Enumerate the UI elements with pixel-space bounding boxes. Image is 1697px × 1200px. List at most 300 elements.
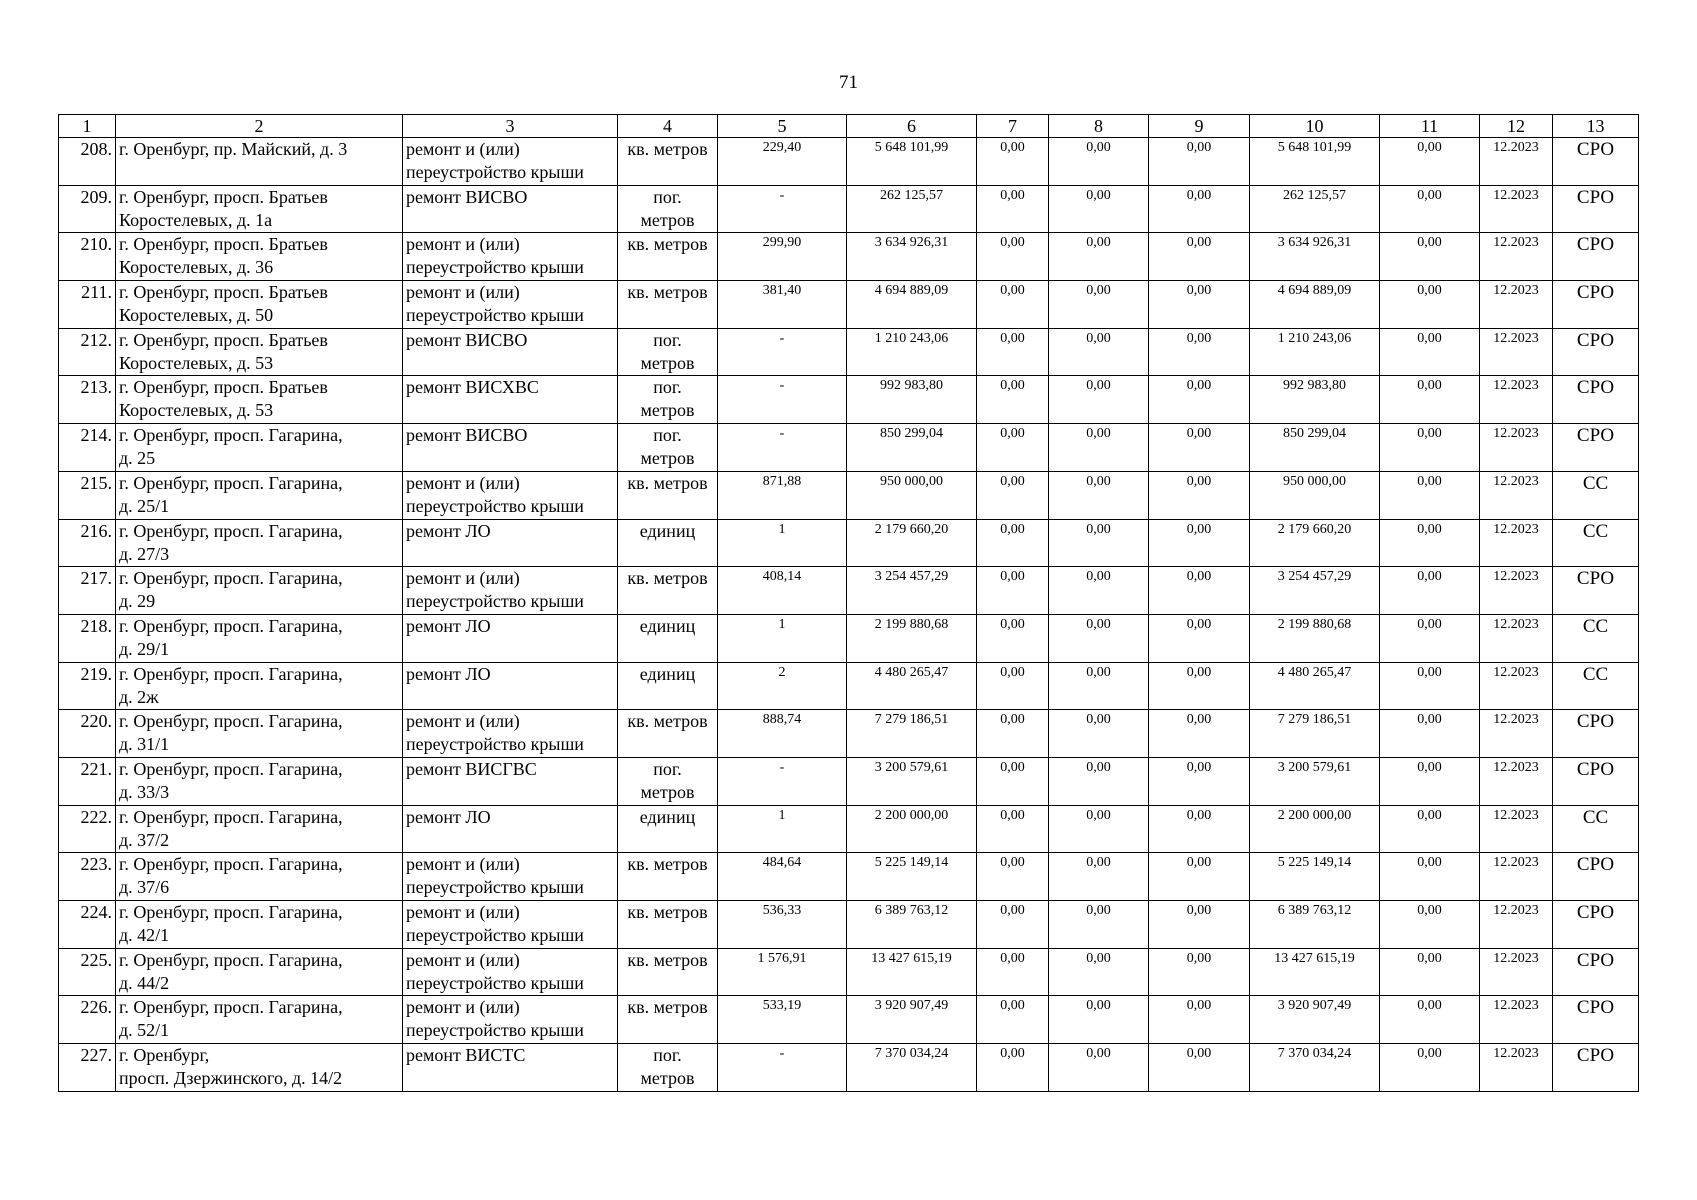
fund-type-cell: СРО (1553, 233, 1639, 281)
row-number-cell: 225. (59, 948, 116, 996)
amount-col9-cell: 0,00 (1149, 1044, 1250, 1092)
fund-type-cell: СРО (1553, 948, 1639, 996)
amount-col11-cell: 0,00 (1380, 519, 1480, 567)
work-type-cell (403, 757, 618, 805)
table-row (59, 424, 1639, 472)
volume-cell: 1 (718, 805, 847, 853)
amount-col9-cell: 0,00 (1149, 185, 1250, 233)
row-number-cell: 219. (59, 662, 116, 710)
amount-col8-cell: 0,00 (1049, 471, 1149, 519)
total-cost-cell: 850 299,04 (847, 424, 977, 472)
amount-col11-cell: 0,00 (1380, 424, 1480, 472)
work-type-cell (403, 519, 618, 567)
table-row (59, 376, 1639, 424)
amount-col7-cell: 0,00 (977, 853, 1049, 901)
table-row (59, 185, 1639, 233)
work-type-line: ремонт и (или) (406, 139, 520, 159)
table-row (59, 710, 1639, 758)
owner-funds-cell: 850 299,04 (1250, 424, 1380, 472)
address-line: г. Оренбург, просп. Гагарина, (119, 806, 343, 827)
column-header-6: 6 (847, 115, 977, 138)
amount-col7-cell: 0,00 (977, 185, 1049, 233)
amount-col7-cell: 0,00 (977, 424, 1049, 472)
address-line: д. 27/3 (119, 543, 170, 564)
volume-cell: 408,14 (718, 567, 847, 615)
work-type-cell (403, 853, 618, 901)
address-line: д. 37/2 (119, 829, 170, 850)
column-header-10: 10 (1250, 115, 1380, 138)
completion-date-cell: 12.2023 (1480, 996, 1553, 1044)
address-cell (116, 185, 403, 233)
unit-cell (618, 376, 718, 424)
completion-date-cell: 12.2023 (1480, 233, 1553, 281)
amount-col7-cell: 0,00 (977, 328, 1049, 376)
owner-funds-cell: 1 210 243,06 (1250, 328, 1380, 376)
address-line: г. Оренбург, просп. Братьев (119, 234, 328, 255)
row-number-cell: 214. (59, 424, 116, 472)
address-line: Коростелевых, д. 53 (119, 400, 274, 421)
unit-cell (618, 1044, 718, 1092)
unit-line: единиц (639, 806, 696, 827)
work-type-cell (403, 614, 618, 662)
unit-line: кв. метров (627, 568, 708, 589)
work-type-cell (403, 424, 618, 472)
completion-date-cell: 12.2023 (1480, 757, 1553, 805)
address-line: Коростелевых, д. 1а (119, 209, 273, 230)
total-cost-cell: 4 694 889,09 (847, 281, 977, 329)
amount-col7-cell: 0,00 (977, 662, 1049, 710)
column-header-3: 3 (403, 115, 618, 138)
total-cost-cell: 5 648 101,99 (847, 138, 977, 186)
amount-col11-cell: 0,00 (1380, 281, 1480, 329)
address-line: г. Оренбург, просп. Гагарина, (119, 711, 343, 732)
unit-line: пог. (653, 186, 682, 207)
amount-col8-cell: 0,00 (1049, 710, 1149, 758)
work-type-line: ремонт ВИСВО (406, 329, 528, 350)
address-line: Коростелевых, д. 36 (119, 257, 274, 278)
total-cost-cell: 5 225 149,14 (847, 853, 977, 901)
row-number-cell: 212. (59, 328, 116, 376)
column-header-5: 5 (718, 115, 847, 138)
register-table (58, 114, 1639, 1092)
address-line: г. Оренбург, просп. Гагарина, (119, 997, 343, 1018)
completion-date-cell: 12.2023 (1480, 138, 1553, 186)
row-number-cell: 222. (59, 805, 116, 853)
amount-col8-cell: 0,00 (1049, 614, 1149, 662)
address-line: г. Оренбург, просп. Братьев (119, 186, 328, 207)
unit-line: кв. метров (627, 854, 708, 875)
row-number-cell: 210. (59, 233, 116, 281)
table-row (59, 996, 1639, 1044)
unit-cell (618, 471, 718, 519)
volume-cell: 484,64 (718, 853, 847, 901)
work-type-line: ремонт и (или) (406, 854, 520, 875)
table-row (59, 614, 1639, 662)
owner-funds-cell: 5 225 149,14 (1250, 853, 1380, 901)
unit-line: метров (640, 781, 695, 802)
fund-type-cell: СС (1553, 662, 1639, 710)
amount-col9-cell: 0,00 (1149, 757, 1250, 805)
work-type-line: ремонт и (или) (406, 472, 520, 493)
amount-col9-cell: 0,00 (1149, 662, 1250, 710)
total-cost-cell: 262 125,57 (847, 185, 977, 233)
owner-funds-cell: 5 648 101,99 (1250, 138, 1380, 186)
address-line: г. Оренбург, просп. Гагарина, (119, 663, 343, 684)
address-cell (116, 662, 403, 710)
amount-col7-cell: 0,00 (977, 138, 1049, 186)
address-line: просп. Дзержинского, д. 14/2 (119, 1068, 343, 1089)
table-body (59, 138, 1639, 1092)
volume-cell: - (718, 757, 847, 805)
amount-col9-cell: 0,00 (1149, 138, 1250, 186)
amount-col7-cell: 0,00 (977, 757, 1049, 805)
total-cost-cell: 3 634 926,31 (847, 233, 977, 281)
volume-cell: - (718, 376, 847, 424)
fund-type-cell: СРО (1553, 567, 1639, 615)
work-type-line: переустройство крыши (406, 305, 584, 326)
address-cell (116, 853, 403, 901)
work-type-cell (403, 471, 618, 519)
amount-col8-cell: 0,00 (1049, 757, 1149, 805)
unit-cell (618, 805, 718, 853)
address-cell (116, 519, 403, 567)
work-type-cell (403, 1044, 618, 1092)
work-type-cell (403, 233, 618, 281)
unit-line: кв. метров (627, 472, 708, 493)
address-cell (116, 948, 403, 996)
amount-col8-cell: 0,00 (1049, 185, 1149, 233)
page-number: 71 (839, 72, 858, 93)
address-line: г. Оренбург, просп. Гагарина, (119, 758, 343, 779)
completion-date-cell: 12.2023 (1480, 519, 1553, 567)
fund-type-cell: СРО (1553, 328, 1639, 376)
total-cost-cell: 950 000,00 (847, 471, 977, 519)
address-line: д. 2ж (119, 686, 159, 707)
fund-type-cell: СРО (1553, 757, 1639, 805)
table-row (59, 662, 1639, 710)
amount-col8-cell: 0,00 (1049, 662, 1149, 710)
amount-col11-cell: 0,00 (1380, 757, 1480, 805)
amount-col9-cell: 0,00 (1149, 328, 1250, 376)
work-type-line: ремонт и (или) (406, 997, 520, 1018)
address-cell (116, 471, 403, 519)
owner-funds-cell: 2 200 000,00 (1250, 805, 1380, 853)
unit-cell (618, 328, 718, 376)
work-type-line: переустройство крыши (406, 972, 584, 993)
owner-funds-cell: 7 279 186,51 (1250, 710, 1380, 758)
volume-cell: 2 (718, 662, 847, 710)
amount-col11-cell: 0,00 (1380, 901, 1480, 949)
volume-cell: 871,88 (718, 471, 847, 519)
amount-col11-cell: 0,00 (1380, 710, 1480, 758)
work-type-line: ремонт ЛО (406, 806, 491, 827)
volume-cell: 888,74 (718, 710, 847, 758)
table-row (59, 853, 1639, 901)
amount-col9-cell: 0,00 (1149, 471, 1250, 519)
completion-date-cell: 12.2023 (1480, 185, 1553, 233)
row-number-cell: 215. (59, 471, 116, 519)
address-line: д. 44/2 (119, 972, 170, 993)
work-type-line: ремонт и (или) (406, 234, 520, 255)
unit-cell (618, 757, 718, 805)
row-number-cell: 226. (59, 996, 116, 1044)
fund-type-cell: СРО (1553, 996, 1639, 1044)
table-row (59, 1044, 1639, 1092)
fund-type-cell: СС (1553, 614, 1639, 662)
work-type-line: переустройство крыши (406, 495, 584, 516)
address-line: г. Оренбург, просп. Гагарина, (119, 902, 343, 922)
address-line: д. 37/6 (119, 877, 170, 898)
address-line: г. Оренбург, просп. Гагарина, (119, 520, 343, 541)
amount-col11-cell: 0,00 (1380, 233, 1480, 281)
address-cell (116, 805, 403, 853)
address-line: д. 29/1 (119, 638, 170, 659)
owner-funds-cell: 950 000,00 (1250, 471, 1380, 519)
work-type-line: переустройство крыши (406, 257, 584, 278)
table-row (59, 519, 1639, 567)
amount-col8-cell: 0,00 (1049, 853, 1149, 901)
address-cell (116, 328, 403, 376)
amount-col8-cell: 0,00 (1049, 948, 1149, 996)
address-line: д. 25/1 (119, 495, 170, 516)
amount-col8-cell: 0,00 (1049, 376, 1149, 424)
fund-type-cell: СРО (1553, 138, 1639, 186)
work-type-line: переустройство крыши (406, 591, 584, 612)
amount-col9-cell: 0,00 (1149, 710, 1250, 758)
total-cost-cell: 2 199 880,68 (847, 614, 977, 662)
column-header-7: 7 (977, 115, 1049, 138)
completion-date-cell: 12.2023 (1480, 424, 1553, 472)
unit-line: пог. (653, 758, 682, 779)
unit-cell (618, 519, 718, 567)
work-type-line: переустройство крыши (406, 1020, 584, 1041)
address-cell (116, 138, 403, 186)
work-type-line: ремонт и (или) (406, 282, 520, 303)
table-row (59, 233, 1639, 281)
unit-line: пог. (653, 329, 682, 350)
total-cost-cell: 7 279 186,51 (847, 710, 977, 758)
work-type-line: ремонт ВИСХВС (406, 377, 539, 398)
completion-date-cell: 12.2023 (1480, 805, 1553, 853)
work-type-cell (403, 376, 618, 424)
total-cost-cell: 6 389 763,12 (847, 901, 977, 949)
amount-col11-cell: 0,00 (1380, 614, 1480, 662)
amount-col8-cell: 0,00 (1049, 901, 1149, 949)
address-line: г. Оренбург, просп. Гагарина, (119, 949, 343, 970)
unit-line: метров (640, 400, 695, 421)
total-cost-cell: 7 370 034,24 (847, 1044, 977, 1092)
unit-cell (618, 901, 718, 949)
total-cost-cell: 1 210 243,06 (847, 328, 977, 376)
row-number-cell: 227. (59, 1044, 116, 1092)
amount-col8-cell: 0,00 (1049, 328, 1149, 376)
address-cell (116, 996, 403, 1044)
work-type-line: ремонт и (или) (406, 568, 520, 589)
amount-col8-cell: 0,00 (1049, 996, 1149, 1044)
table-row (59, 471, 1639, 519)
amount-col8-cell: 0,00 (1049, 233, 1149, 281)
amount-col9-cell: 0,00 (1149, 805, 1250, 853)
unit-line: кв. метров (627, 234, 708, 255)
unit-cell (618, 138, 718, 186)
row-number-cell: 217. (59, 567, 116, 615)
amount-col9-cell: 0,00 (1149, 567, 1250, 615)
row-number-cell: 220. (59, 710, 116, 758)
row-number-cell: 218. (59, 614, 116, 662)
amount-col7-cell: 0,00 (977, 901, 1049, 949)
row-number-cell: 216. (59, 519, 116, 567)
column-header-12: 12 (1480, 115, 1553, 138)
fund-type-cell: СРО (1553, 710, 1639, 758)
work-type-line: переустройство крыши (406, 877, 584, 898)
unit-cell (618, 662, 718, 710)
unit-line: метров (640, 1068, 695, 1089)
unit-line: метров (640, 448, 695, 469)
total-cost-cell: 3 254 457,29 (847, 567, 977, 615)
unit-line: единиц (639, 615, 696, 636)
amount-col7-cell: 0,00 (977, 519, 1049, 567)
completion-date-cell: 12.2023 (1480, 853, 1553, 901)
work-type-cell (403, 138, 618, 186)
unit-cell (618, 424, 718, 472)
address-cell (116, 233, 403, 281)
amount-col7-cell: 0,00 (977, 281, 1049, 329)
row-number-cell: 211. (59, 281, 116, 329)
table-row (59, 281, 1639, 329)
column-header-13: 13 (1553, 115, 1639, 138)
amount-col11-cell: 0,00 (1380, 567, 1480, 615)
amount-col11-cell: 0,00 (1380, 471, 1480, 519)
column-header-9: 9 (1149, 115, 1250, 138)
unit-cell (618, 281, 718, 329)
work-type-cell (403, 567, 618, 615)
completion-date-cell: 12.2023 (1480, 710, 1553, 758)
header-row (59, 115, 1639, 138)
completion-date-cell: 12.2023 (1480, 901, 1553, 949)
address-line: г. Оренбург, пр. Майский, д. 3 (119, 139, 348, 159)
owner-funds-cell: 3 254 457,29 (1250, 567, 1380, 615)
amount-col9-cell: 0,00 (1149, 996, 1250, 1044)
unit-cell (618, 853, 718, 901)
owner-funds-cell: 992 983,80 (1250, 376, 1380, 424)
address-cell (116, 757, 403, 805)
amount-col9-cell: 0,00 (1149, 901, 1250, 949)
address-line: г. Оренбург, просп. Гагарина, (119, 854, 343, 875)
column-header-4: 4 (618, 115, 718, 138)
unit-line: пог. (653, 377, 682, 398)
table-row (59, 567, 1639, 615)
address-line: г. Оренбург, просп. Братьев (119, 329, 328, 350)
unit-line: единиц (639, 520, 696, 541)
table-row (59, 328, 1639, 376)
address-line: Коростелевых, д. 53 (119, 352, 274, 373)
volume-cell: 1 (718, 614, 847, 662)
address-cell (116, 567, 403, 615)
amount-col11-cell: 0,00 (1380, 805, 1480, 853)
address-line: Коростелевых, д. 50 (119, 305, 274, 326)
unit-line: единиц (639, 663, 696, 684)
amount-col7-cell: 0,00 (977, 376, 1049, 424)
amount-col11-cell: 0,00 (1380, 948, 1480, 996)
address-line: д. 52/1 (119, 1020, 170, 1041)
address-line: г. Оренбург, просп. Гагарина, (119, 568, 343, 589)
work-type-cell (403, 901, 618, 949)
address-cell (116, 710, 403, 758)
unit-line: пог. (653, 425, 682, 446)
unit-line: кв. метров (627, 902, 708, 922)
amount-col9-cell: 0,00 (1149, 424, 1250, 472)
unit-line: кв. метров (627, 949, 708, 970)
address-line: г. Оренбург, просп. Гагарина, (119, 472, 343, 493)
row-number-cell: 209. (59, 185, 116, 233)
unit-cell (618, 567, 718, 615)
unit-line: кв. метров (627, 997, 708, 1018)
total-cost-cell: 2 200 000,00 (847, 805, 977, 853)
address-line: д. 29 (119, 591, 156, 612)
amount-col8-cell: 0,00 (1049, 567, 1149, 615)
work-type-cell (403, 996, 618, 1044)
amount-col11-cell: 0,00 (1380, 662, 1480, 710)
amount-col11-cell: 0,00 (1380, 138, 1480, 186)
work-type-line: ремонт ЛО (406, 520, 491, 541)
table-row (59, 805, 1639, 853)
amount-col8-cell: 0,00 (1049, 281, 1149, 329)
address-line: г. Оренбург, просп. Братьев (119, 377, 328, 398)
amount-col7-cell: 0,00 (977, 614, 1049, 662)
row-number-cell: 221. (59, 757, 116, 805)
amount-col8-cell: 0,00 (1049, 424, 1149, 472)
column-header-2: 2 (116, 115, 403, 138)
address-line: г. Оренбург, просп. Братьев (119, 282, 328, 303)
amount-col11-cell: 0,00 (1380, 328, 1480, 376)
unit-line: кв. метров (627, 139, 708, 159)
column-header-11: 11 (1380, 115, 1480, 138)
amount-col7-cell: 0,00 (977, 233, 1049, 281)
fund-type-cell: СРО (1553, 1044, 1639, 1092)
amount-col8-cell: 0,00 (1049, 1044, 1149, 1092)
unit-line: пог. (653, 1045, 682, 1066)
work-type-line: переустройство крыши (406, 925, 584, 945)
unit-cell (618, 996, 718, 1044)
unit-line: метров (640, 352, 695, 373)
amount-col9-cell: 0,00 (1149, 519, 1250, 567)
work-type-cell (403, 662, 618, 710)
amount-col7-cell: 0,00 (977, 1044, 1049, 1092)
row-number-cell: 213. (59, 376, 116, 424)
address-cell (116, 1044, 403, 1092)
work-type-cell (403, 710, 618, 758)
owner-funds-cell: 3 200 579,61 (1250, 757, 1380, 805)
address-line: д. 31/1 (119, 734, 170, 755)
work-type-line: переустройство крыши (406, 162, 584, 182)
address-line: г. Оренбург, просп. Гагарина, (119, 615, 343, 636)
amount-col7-cell: 0,00 (977, 948, 1049, 996)
work-type-line: ремонт и (или) (406, 711, 520, 732)
unit-cell (618, 614, 718, 662)
owner-funds-cell: 4 694 889,09 (1250, 281, 1380, 329)
work-type-line: ремонт ЛО (406, 615, 491, 636)
amount-col8-cell: 0,00 (1049, 805, 1149, 853)
unit-cell (618, 233, 718, 281)
fund-type-cell: СРО (1553, 376, 1639, 424)
fund-type-cell: СРО (1553, 853, 1639, 901)
address-cell (116, 901, 403, 949)
address-cell (116, 614, 403, 662)
address-line: д. 33/3 (119, 781, 170, 802)
total-cost-cell: 3 920 907,49 (847, 996, 977, 1044)
work-type-cell (403, 185, 618, 233)
completion-date-cell: 12.2023 (1480, 281, 1553, 329)
